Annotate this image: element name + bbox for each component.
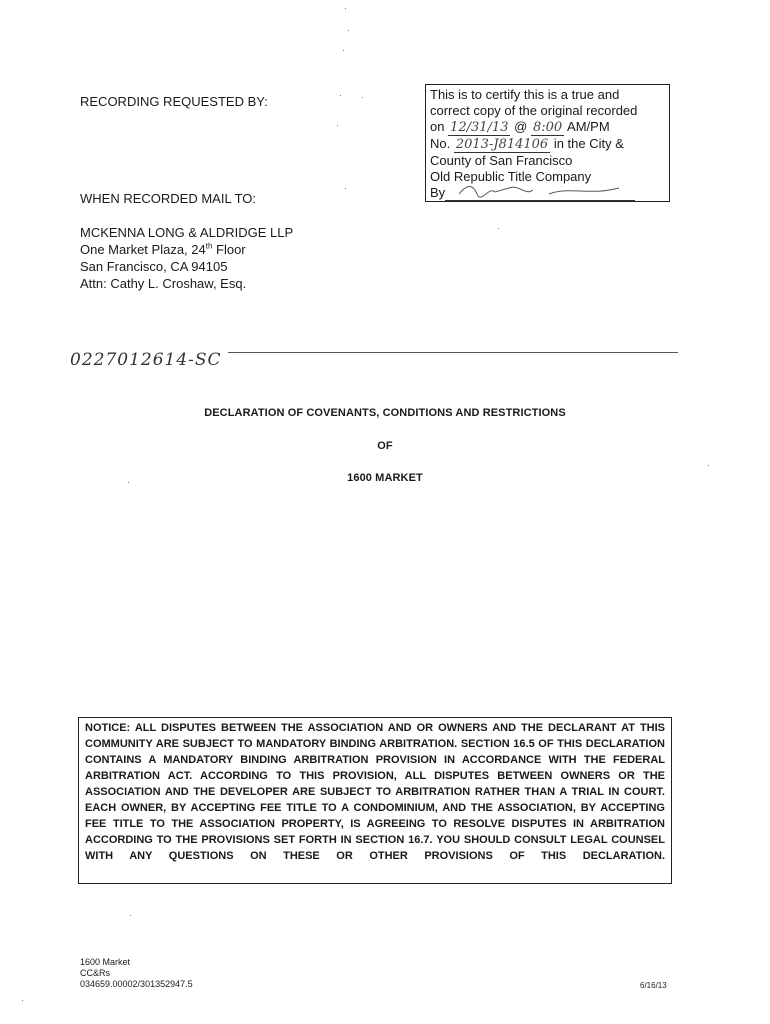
cert-line-3 (430, 119, 665, 136)
cert-line-4 (430, 136, 665, 153)
scan-speck (348, 30, 349, 31)
scan-speck (498, 228, 499, 229)
address-city: San Francisco, CA 94105 (80, 259, 228, 274)
scan-speck (337, 125, 338, 126)
scan-speck (345, 8, 346, 9)
cert-by-label: By (430, 185, 446, 200)
address-street: One Market Plaza, 24th Floor (80, 241, 246, 257)
scan-speck (340, 95, 341, 96)
address-attn: Attn: Cathy L. Croshaw, Esq. (80, 276, 247, 291)
separator-line (228, 352, 678, 353)
cert-in-city: in the City & (553, 136, 624, 151)
cert-on-label: on (430, 119, 445, 134)
declaration-name: 1600 MARKET (347, 472, 423, 484)
scan-speck (362, 97, 363, 98)
cert-signature (445, 188, 635, 201)
cert-on-date: 12/31/13 (450, 120, 509, 135)
cert-at-time: 8:00 (532, 120, 563, 135)
footer-line-2: CC&Rs (80, 968, 111, 978)
footer-line-3: 034659.00002/301352947.5 (80, 979, 193, 989)
declaration-title: DECLARATION OF COVENANTS, CONDITIONS AND RESTRICTIONS (204, 407, 566, 419)
cert-at-label: @ (514, 119, 528, 134)
cert-line-2: correct copy of the original recorded (430, 103, 638, 118)
cert-no-value: 2013-J814106 (455, 137, 549, 152)
cert-ampm: AM/PM (567, 119, 610, 134)
notice-text: NOTICE: ALL DISPUTES BETWEEN THE ASSOCIATION AND OR OWNERS AND THE DECLARANT AT THIS COMMUNITY ARE SUBJECT TO MANDATORY BINDING ARBITRATION. SECTION 16.5 OF THIS DECLARATION CONTAINS A MANDATORY BINDING ARBITRATION PROVISION IN ACCORDANCE WITH THE FEDERAL ARBITRATION ACT. ACCORDING TO THIS PROVISION, ALL DISPUTES BETWEEN OWNERS OR THE ASSOCIATION AND THE DEVELOPER ARE SUBJECT TO ARBITRATION RATHER THAN A TRIAL IN COURT. EACH OWNER, BY ACCEPTING FEE TITLE TO A CONDOMINIUM, AND THE ASSOCIATION, BY ACCEPTING FEE TITLE TO THE ASSOCIATION PROPERTY, IS AGREEING TO RESOLVE DISPUTES IN ARBITRATION ACCORDING TO THE PROVISIONS SET FORTH IN SECTION 16.7. YOU SHOULD CONSULT LEGAL COUNSEL WITH ANY QUESTIONS ON THESE OR OTHER PROVISIONS OF THIS DECLARATION. (85, 722, 665, 862)
certification-stamp (425, 84, 670, 202)
scan-speck (22, 1000, 23, 1001)
cert-line-6: Old Republic Title Company (430, 169, 592, 184)
footer-line-1: 1600 Market (80, 957, 131, 967)
mailing-address (80, 224, 293, 292)
recording-requested-label: RECORDING REQUESTED BY: (80, 94, 268, 109)
scan-speck (345, 188, 346, 189)
footer-date: 6/16/13 (640, 981, 667, 990)
signature-scribble-icon (449, 182, 629, 200)
when-recorded-label: WHEN RECORDED MAIL TO: (80, 191, 257, 206)
cert-line-5: County of San Francisco (430, 153, 573, 168)
address-firm: MCKENNA LONG & ALDRIDGE LLP (80, 225, 294, 240)
footer (80, 957, 193, 990)
arbitration-notice (78, 717, 672, 884)
scan-speck (708, 465, 709, 466)
cert-line-1: This is to certify this is a true and (430, 87, 620, 102)
scan-speck (128, 482, 129, 483)
scan-speck (343, 50, 344, 51)
cert-no-label: No. (430, 136, 451, 151)
cert-line-7 (430, 185, 665, 201)
scan-speck (130, 915, 131, 916)
document-number: 0227012614-SC (70, 350, 222, 370)
declaration-of: OF (377, 440, 393, 452)
